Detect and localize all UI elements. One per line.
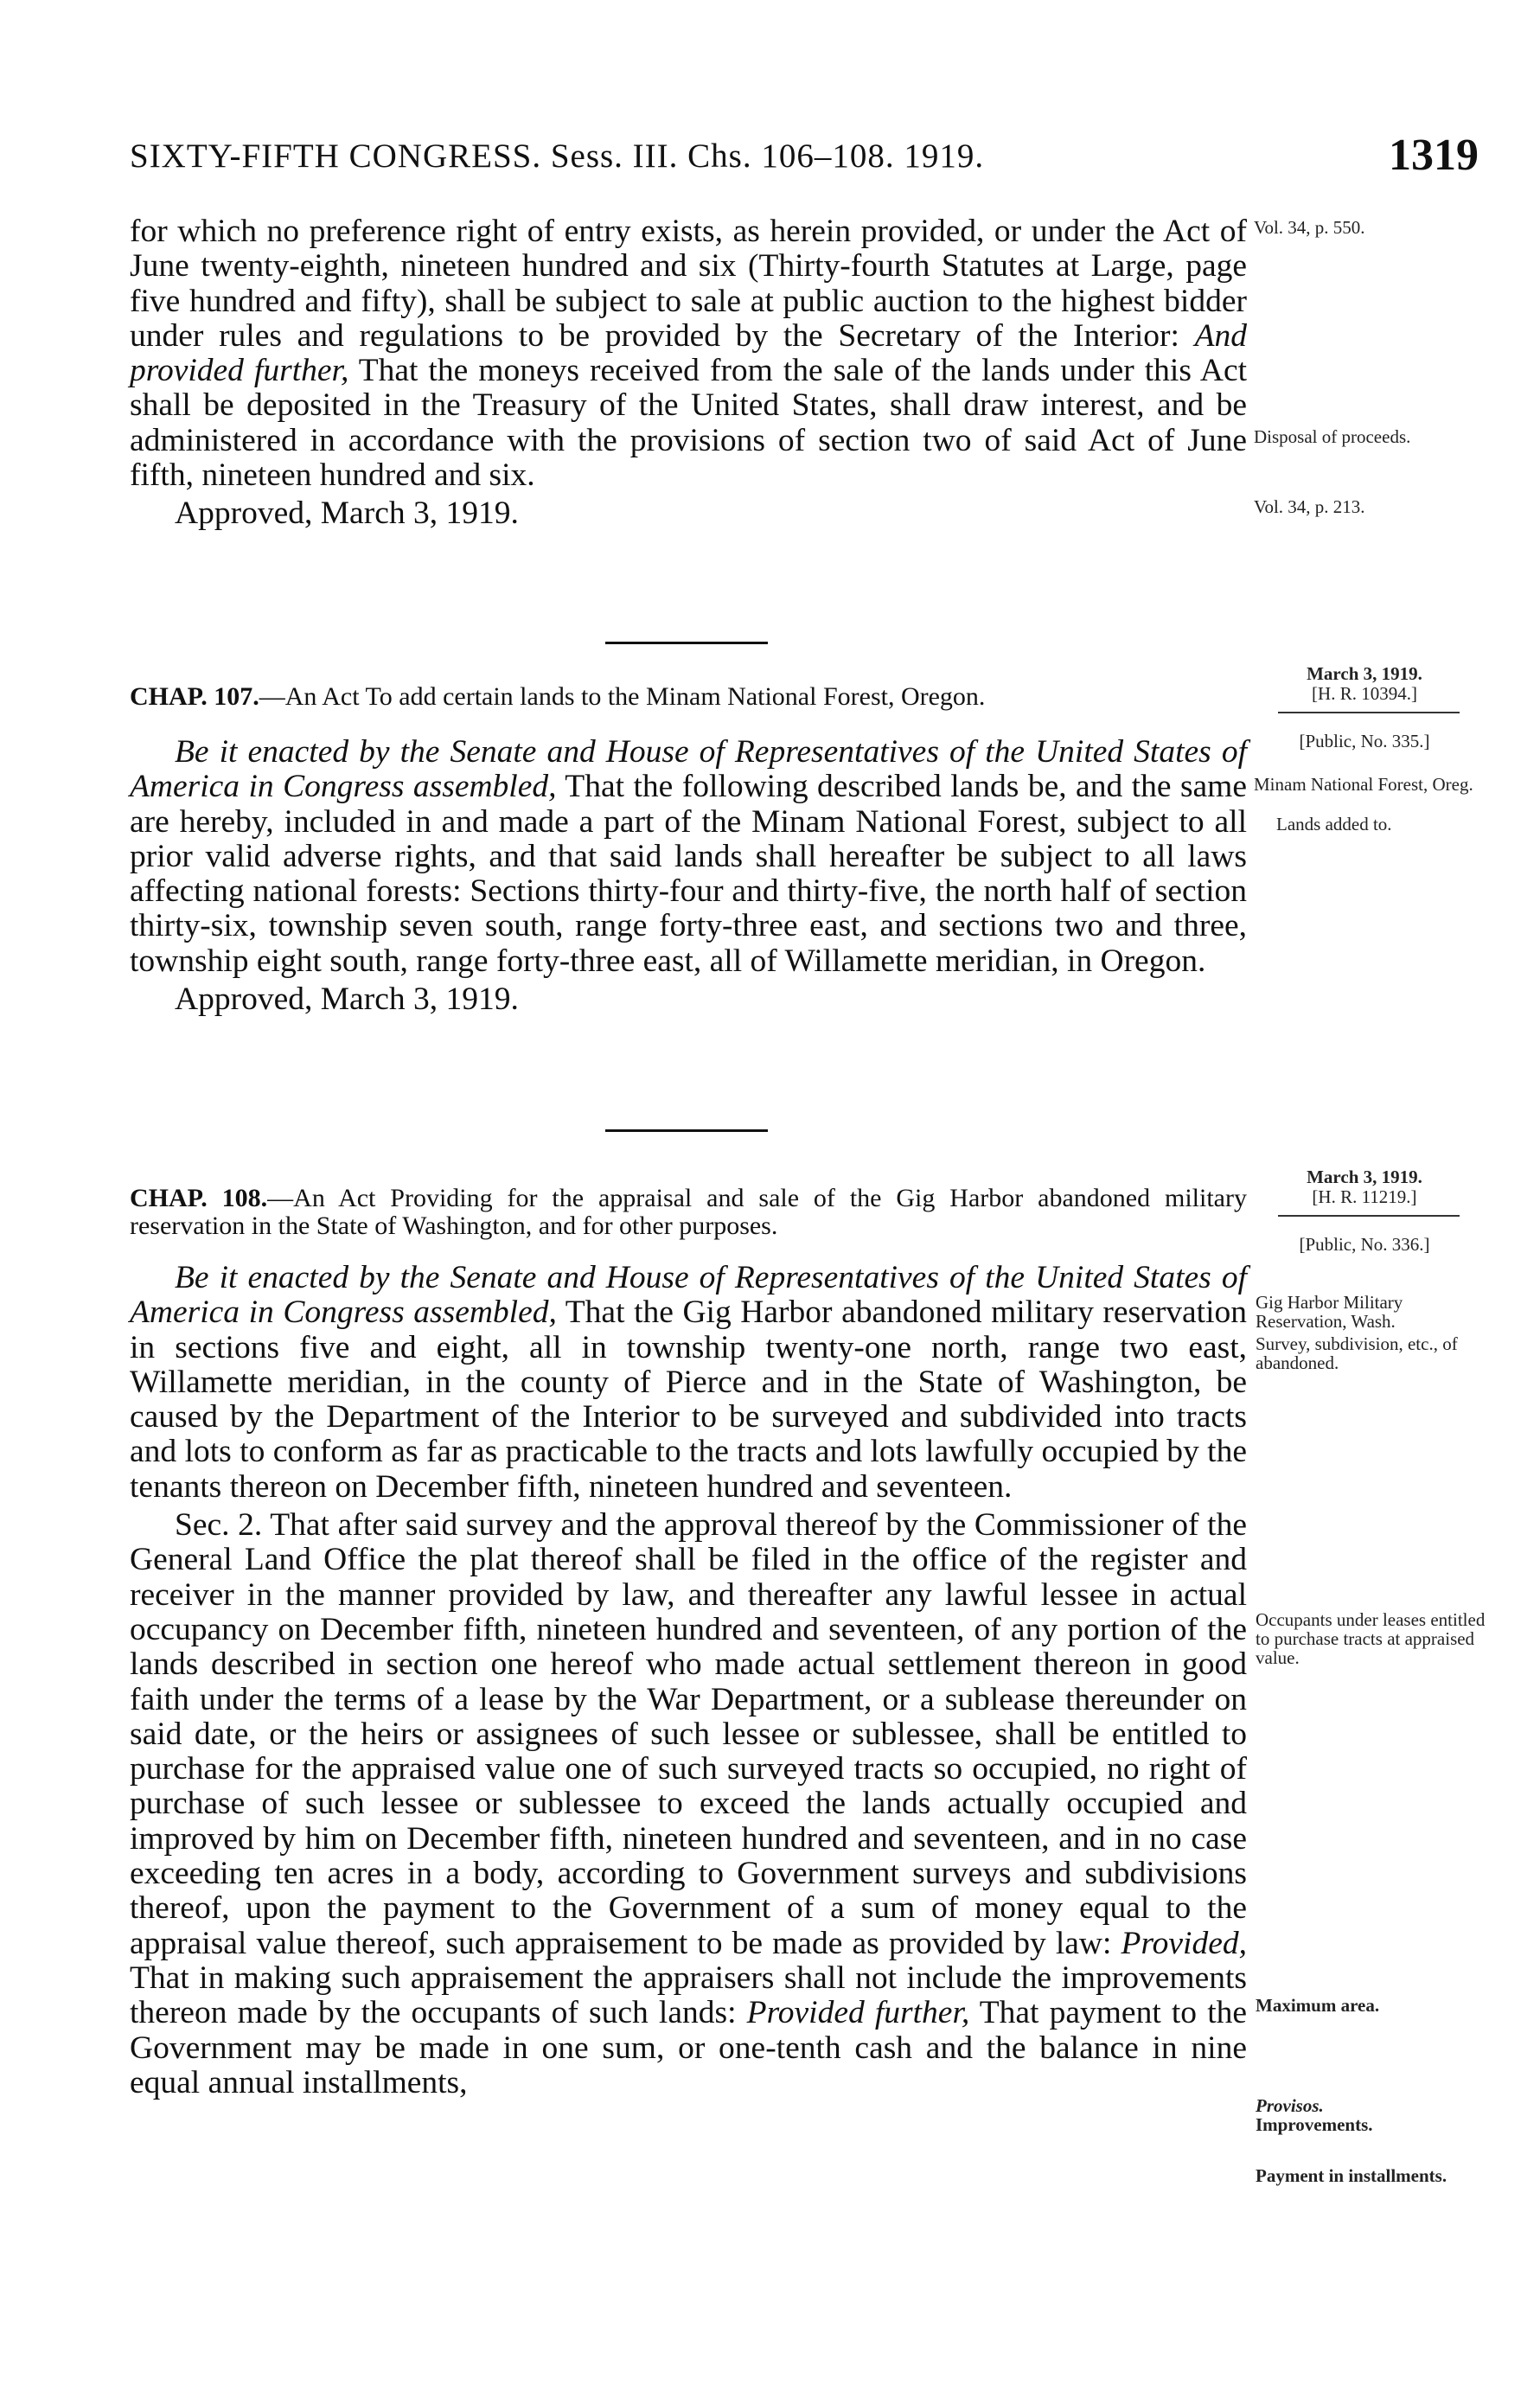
chap108-body <box>130 1261 1247 2100</box>
proviso-label: And provided further, <box>130 317 1248 389</box>
enacting-clause: Be it enacted by the Senate and House of Representatives of the United States of America in Congress assembled, <box>130 734 1247 805</box>
margin-note-disposal: Disposal of proceeds. <box>1254 426 1411 447</box>
chap107-paragraph: Be it enacted by the Senate and House of Representatives of the United States of America in Congress assembled, That the following described lands be, and the same are hereby, included in and made a part of the Minam National Forest, subject to all prior valid adverse rights, and that said lands shall hereafter be subject to all laws affecting national forests: Sections thirty-four and thirty-five, the north half of section thirty-six, township seven south, range forty-three east, and sections two and three, township eight south, range forty-three east, all of Willamette meridian, in Oregon. <box>130 734 1247 979</box>
section-label: Sec. 2. <box>175 1507 263 1544</box>
continuation-paragraph: for which no preference right of entry exists, as herein provided, or under the Act of June twenty-eighth, nineteen hundred and six (Thirty-fourth Statutes at Large, page five hundred and fifty), shall be subject to sale at public auction to the highest bidder under rules and regulations to be provided by the Secretary of the Interior: And provided further, That the moneys received from the sale of the lands under this Act shall be deposited in the Treasury of the United States, shall draw interest, and be administered in accordance with the provisions of section two of said Act of June fifth, nineteen hundred and six. <box>130 214 1248 494</box>
margin-note-maximum-area: Maximum area. <box>1256 1995 1380 2016</box>
margin-note-survey: Survey, subdivision, etc., of abandoned. <box>1256 1333 1458 1373</box>
chap108-bill: [H. R. 11219.] <box>1312 1186 1417 1207</box>
margin-note-occupants: Occupants under leases entitled to purchase tracts at appraised value. <box>1256 1609 1486 1668</box>
running-head <box>130 131 1479 189</box>
chap107-date: March 3, 1919. <box>1307 663 1422 684</box>
chapter-title: —An Act Providing for the appraisal and sale of the Gig Harbor abandoned military reservation in the State of Washington, and for other purposes. <box>130 1184 1247 1240</box>
enacting-clause: Be it enacted by the Senate and House of Representatives of the United States of America in Congress assembled, <box>130 1260 1247 1331</box>
margin-note-vol34-213: Vol. 34, p. 213. <box>1254 496 1365 517</box>
chap107-heading <box>130 683 1247 711</box>
continuation-section <box>130 214 1247 532</box>
chap107-bill: [H. R. 10394.] <box>1312 683 1417 704</box>
margin-note-lands-added: Lands added to. <box>1276 814 1392 834</box>
chapter-title: —An Act To add certain lands to the Minam National Forest, Oregon. <box>259 682 986 711</box>
running-head-title: SIXTY-FIFTH CONGRESS. Sess. III. Chs. 106–108. 1919. <box>130 137 985 175</box>
margin-note-improvements: Improvements. <box>1256 2114 1373 2135</box>
chap108-heading <box>130 1185 1247 1240</box>
chapter-number: CHAP. 107. <box>130 682 259 711</box>
approval-line: Approved, March 3, 1919. <box>175 981 519 1018</box>
margin-note-minam: Minam National Forest, Oreg. <box>1254 774 1473 795</box>
proviso-text: That the moneys received from the sale of the lands under this Act shall be deposited in the Treasury of the United States, shall draw interest, and be administered in accordance with the provisions of section two of said Act of June fifth, nineteen hundred and six. <box>130 353 1248 494</box>
margin-note-payment: Payment in installments. <box>1256 2165 1447 2186</box>
margin-note-gig-harbor: Gig Harbor Military Reservation, Wash. <box>1256 1292 1403 1332</box>
approval-line: Approved, March 3, 1919. <box>175 495 519 532</box>
chap108-section2: Sec. 2. That after said survey and the approval thereof by the Commissioner of the General Land Office the plat thereof shall be filed in the office of the register and receiver in the manner provided by law, and thereafter any lawful lessee in actual occupancy on December fifth, nineteen hundred and seventeen, of any portion of the lands described in section one hereof who made actual settlement thereon in good faith under the terms of a lease by the War Department, or a sublease thereunder on said date, or the heirs or assignees of such lessee or sublessee, shall be entitled to purchase for the appraised value one of such surveyed tracts so occupied, no right of purchase of such lessee or sublessee to exceed the lands actually occupied and improved by him on December fifth, nineteen hundred and seventeen, and in no case exceeding ten acres in a body, according to Government surveys and subdivisions thereof, upon the payment to the Government of a sum of money equal to the appraisal value thereof, such appraisement to be made as provided by law: Provided, That in making such appraisement the appraisers shall not include the improvements thereon made by the occupants of such lands: Provided further, That payment to the Government may be made in one sum, or one-tenth cash and the balance in nine equal annual installments, <box>130 1507 1248 2100</box>
margin-rule <box>1278 1215 1460 1217</box>
proviso-label: Provided, <box>1121 1925 1247 1961</box>
section-divider <box>605 642 768 644</box>
chap107-public-law: [Public, No. 335.] <box>1299 731 1430 751</box>
margin-rule <box>1278 712 1460 713</box>
margin-note-provisos: Provisos. <box>1256 2095 1324 2116</box>
chap108-public-law: [Public, No. 336.] <box>1299 1234 1430 1255</box>
margin-note-vol34-550: Vol. 34, p. 550. <box>1254 217 1365 238</box>
chap107-body <box>130 735 1247 1017</box>
page-number: 1319 <box>1389 131 1479 180</box>
proviso-label: Provided further, <box>746 1995 970 2031</box>
section-divider <box>605 1129 768 1132</box>
chap108-section1: Be it enacted by the Senate and House of Representatives of the United States of America in Congress assembled, That the Gig Harbor abandoned military reservation in sections five and eight, all in township twenty-one north, range two east, Willamette meridian, in the county of Pierce and in the State of Washington, be caused by the Department of the Interior to be surveyed and subdivided into tracts and lots to conform as far as practicable to the tracts and lots lawfully occupied by the tenants thereon on December fifth, nineteen hundred and seventeen. <box>130 1260 1247 1505</box>
chapter-number: CHAP. 108. <box>130 1184 268 1212</box>
chap108-date: March 3, 1919. <box>1307 1167 1422 1187</box>
